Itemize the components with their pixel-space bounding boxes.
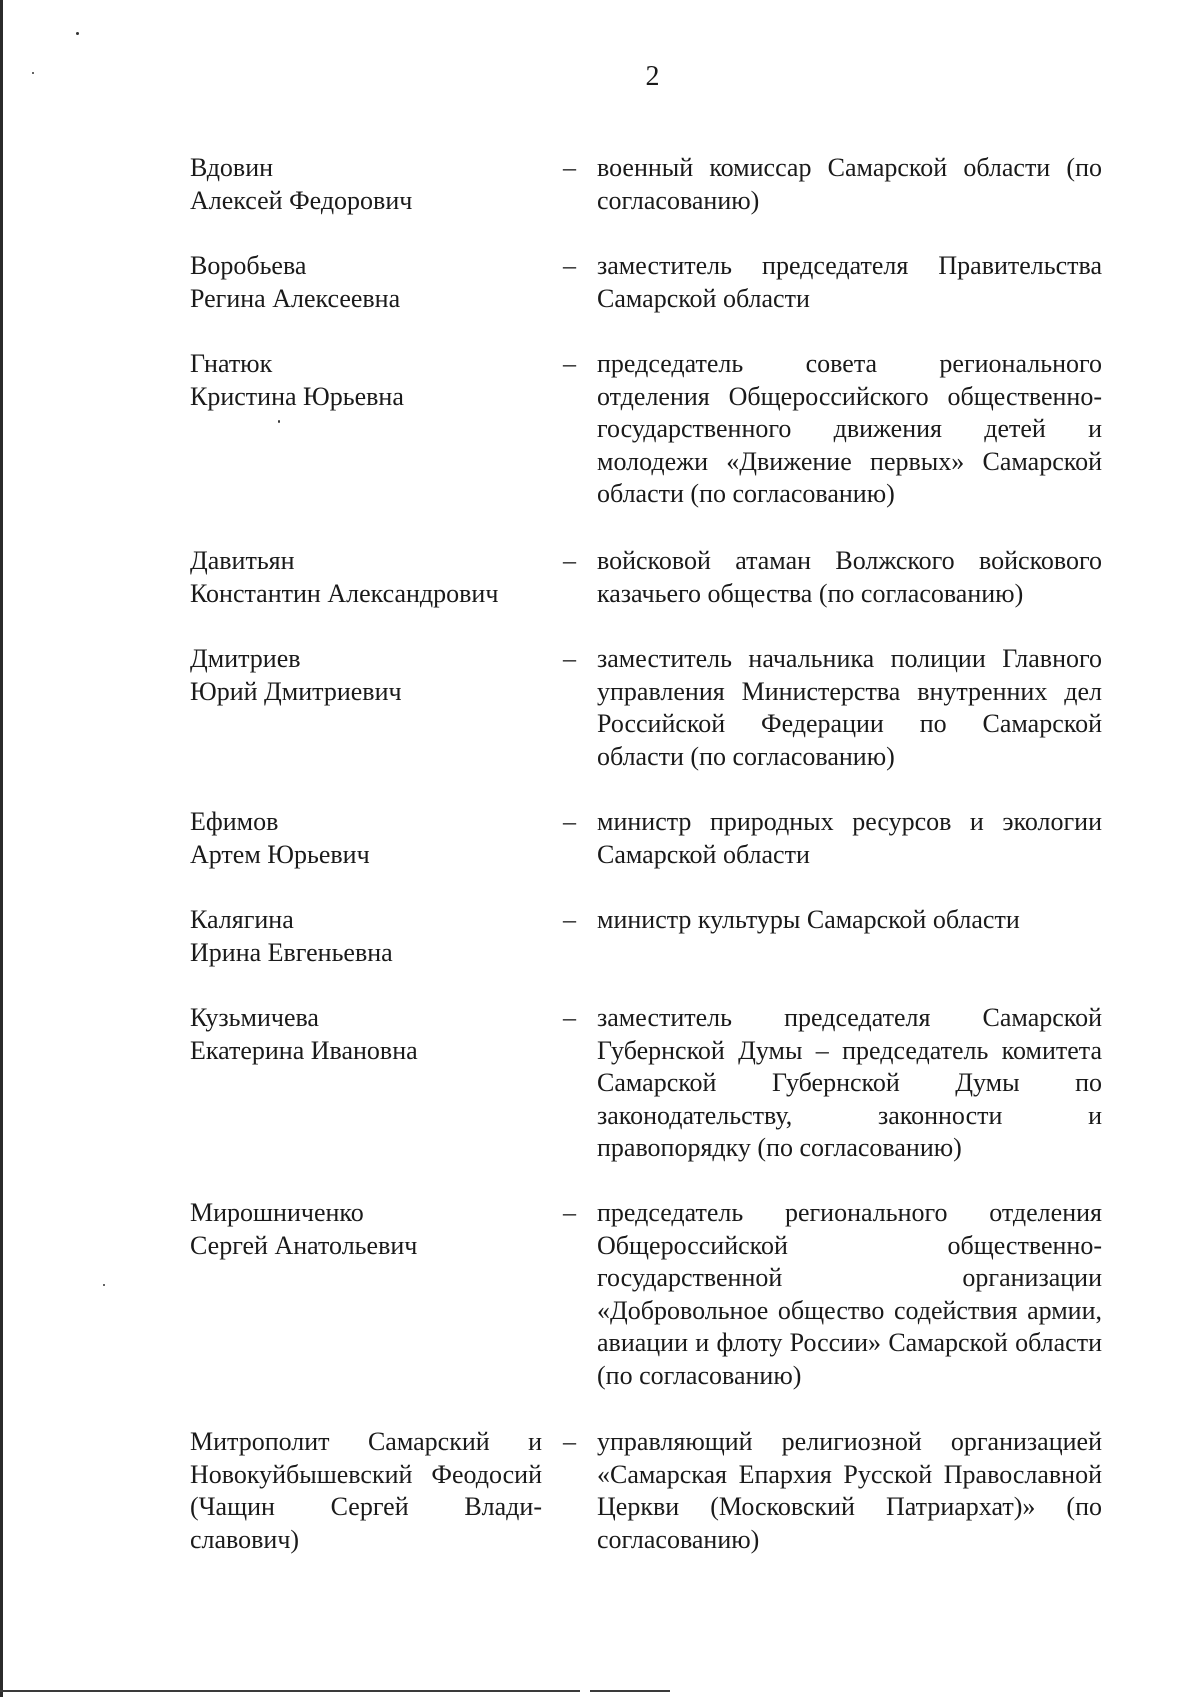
- person-name: Кузьмичева Екатерина Ивановна: [190, 1003, 418, 1065]
- person-name: Гнатюк Кристина Юрьевна: [190, 349, 404, 411]
- scan-bottom-border: [0, 1690, 580, 1692]
- separator-dash: –: [563, 807, 576, 836]
- person-name: Митрополит Самарский и Новокуйбышевский Феодосий (Чащин Сергей Владиславович): [190, 1427, 542, 1554]
- person-role: войсковой атаман Волжского войскового казачьего общества (по согласованию): [597, 546, 1102, 608]
- separator-dash: –: [563, 905, 576, 934]
- separator-dash: –: [563, 546, 576, 575]
- scan-speck: [278, 420, 280, 423]
- person-name: Калягина Ирина Евгеньевна: [190, 905, 393, 967]
- separator-dash: –: [563, 251, 576, 280]
- page-number: 2: [645, 61, 660, 92]
- person-role: председатель совета регионального отделения Общероссийского общественно-государственного движения детей и молодежи «Движение первых» Самарской области (по согласованию): [597, 349, 1102, 509]
- scan-speck: [103, 1284, 105, 1286]
- person-role: управляющий религиозной организацией «Самарская Епархия Русской Православной Церкви (Московский Патриархат)» (по согласованию): [597, 1427, 1102, 1554]
- person-name: Вдовин Алексей Федорович: [190, 153, 413, 215]
- person-role: военный комиссар Самарской области (по согласованию): [597, 153, 1102, 215]
- person-role: заместитель председателя Самарской Губернской Думы – председатель комитета Самарской Губернской Думы по законодательству, законности и правопорядку (по согласованию): [597, 1003, 1102, 1163]
- person-role: заместитель председателя Правительства Самарской области: [597, 251, 1102, 313]
- person-name: Ефимов Артем Юрьевич: [190, 807, 370, 869]
- person-name: Воробьева Регина Алексеевна: [190, 251, 401, 313]
- person-role: министр природных ресурсов и экологии Самарской области: [597, 807, 1102, 869]
- separator-dash: –: [563, 153, 576, 182]
- separator-dash: –: [563, 1427, 576, 1456]
- scan-speck: [76, 32, 79, 35]
- separator-dash: –: [563, 1003, 576, 1032]
- person-role: министр культуры Самарской области: [597, 905, 1020, 934]
- scan-bottom-border-segment: [590, 1690, 670, 1692]
- person-role: заместитель начальника полиции Главного управления Министерства внутренних дел Российской Федерации по Самарской области (по согласованию): [597, 644, 1102, 771]
- scan-left-border: [0, 0, 3, 1697]
- separator-dash: –: [563, 644, 576, 673]
- separator-dash: –: [563, 1198, 576, 1227]
- person-role: председатель регионального отделения Общероссийской общественно-государственной организации «Добровольное общество содействия армии, авиации и флоту России» Самарской области (по согласованию): [597, 1198, 1102, 1390]
- person-name: Давитьян Константин Александрович: [190, 546, 499, 608]
- person-name: Мирошниченко Сергей Анатольевич: [190, 1198, 418, 1260]
- separator-dash: –: [563, 349, 576, 378]
- person-name: Дмитриев Юрий Дмитриевич: [190, 644, 402, 706]
